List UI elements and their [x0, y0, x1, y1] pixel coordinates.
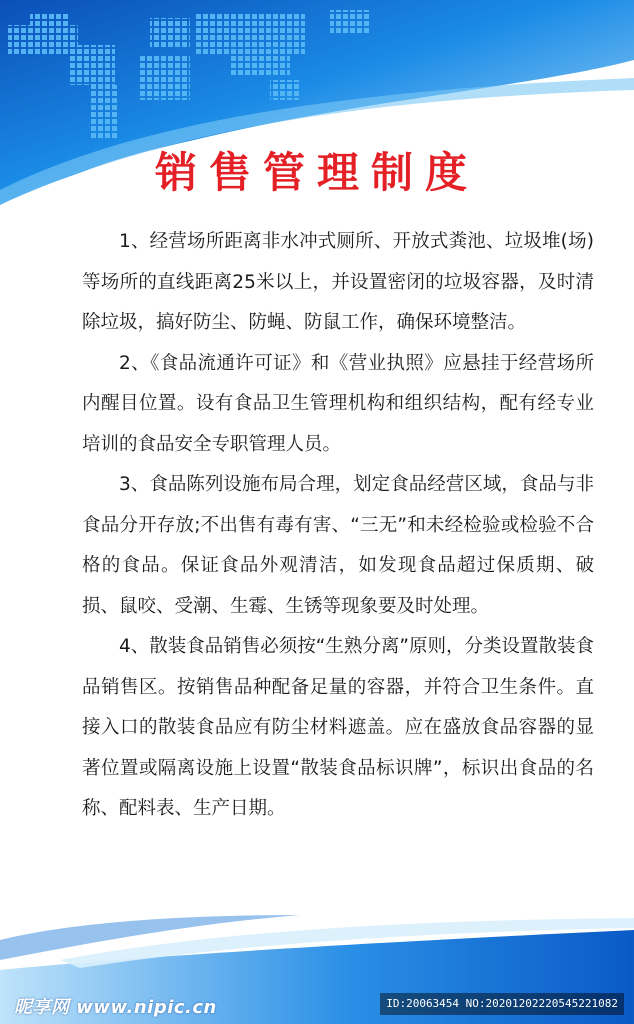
- watermark-site: 昵享网 www.nipic.cn: [14, 997, 217, 1018]
- rules-body: [82, 222, 594, 830]
- poster-title: 销售管理制度: [154, 148, 479, 197]
- rule-paragraph-3: 3、食品陈列设施布局合理，划定食品经营区域，食品与非食品分开存放;不出售有毒有害、“三无”和未经检验或检验不合格的食品。保证食品外观清洁，如发现食品超过保质期、破损、鼠咬、受潮、生霉、生锈等现象要及时处理。: [82, 474, 594, 617]
- rule-paragraph-4: 4、散装食品销售必须按“生熟分离”原则，分类设置散装食品销售区。按销售品种配备足量的容器，并符合卫生条件。直接入口的散装食品应有防尘材料遮盖。应在盛放食品容器的显著位置或隔离设施上设置“散装食品标识牌”，标识出食品的名称、配料表、生产日期。: [82, 636, 594, 819]
- rule-paragraph-1: 1、经营场所距离非水冲式厕所、开放式粪池、垃圾堆(场)等场所的直线距离25米以上，并设置密闭的垃圾容器，及时清除垃圾，搞好防尘、防蝇、防鼠工作，确保环境整洁。: [82, 231, 594, 333]
- rule-paragraph-2: 2、《食品流通许可证》和《营业执照》应悬挂于经营场所内醒目位置。设有食品卫生管理机构和组织结构，配有经专业培训的食品安全专职管理人员。: [82, 352, 594, 455]
- watermark-id: ID:20063454 NO:20201202220545221082: [380, 993, 624, 1015]
